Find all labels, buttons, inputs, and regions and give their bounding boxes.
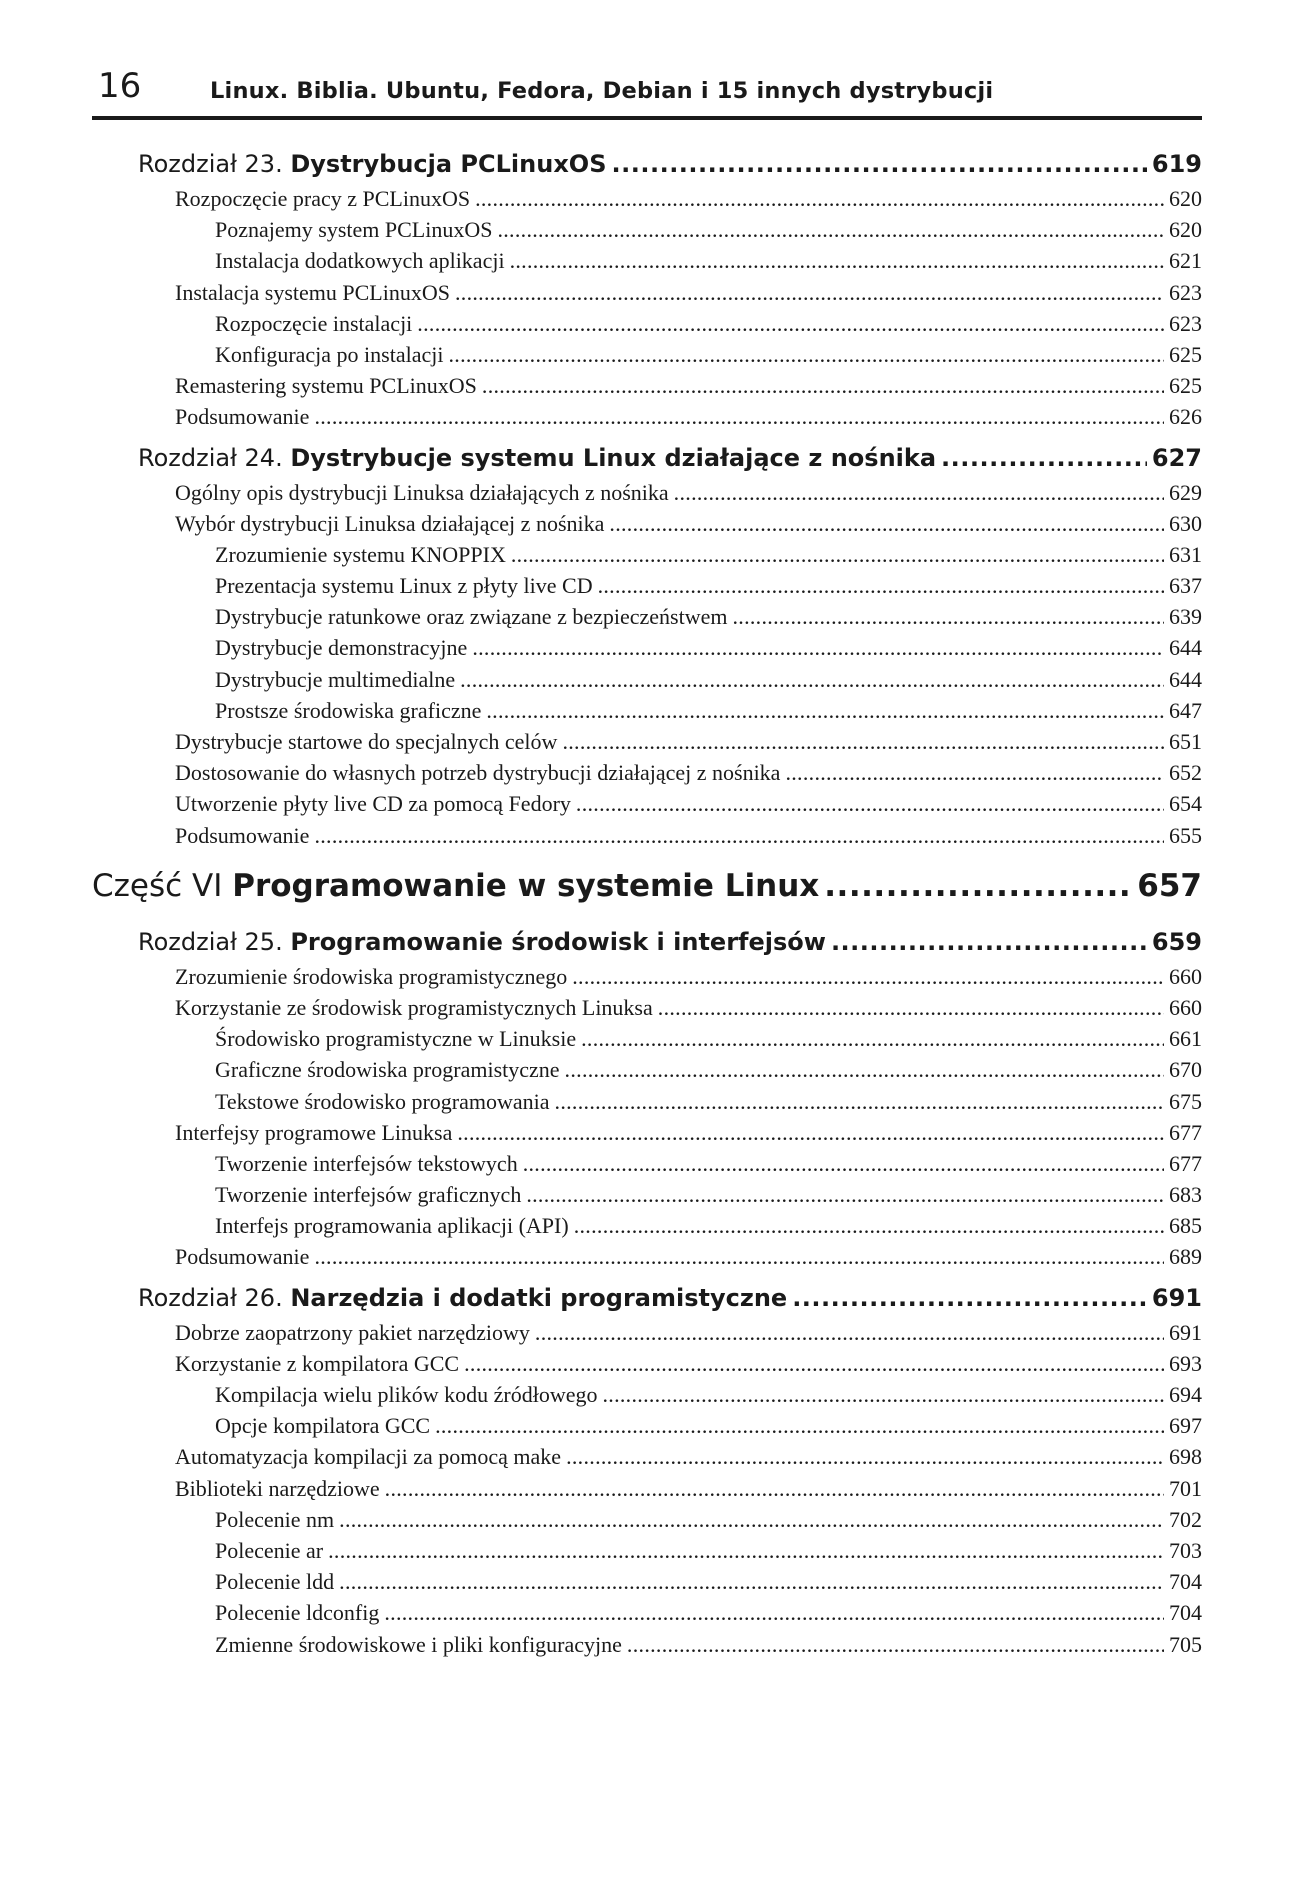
toc-entry-name: Interfejs programowania aplikacji (API) xyxy=(215,1213,569,1239)
toc-page-number: 654 xyxy=(1169,791,1202,817)
toc-page-number: 623 xyxy=(1169,279,1202,305)
dot-leader xyxy=(562,729,1164,755)
toc-page-number: 659 xyxy=(1151,927,1202,956)
dot-leader xyxy=(581,1026,1164,1052)
table-of-contents xyxy=(92,150,1202,1663)
toc-chapter-entry[interactable] xyxy=(138,928,1202,962)
toc-chapter-entry[interactable] xyxy=(138,150,1202,184)
toc-entry-title xyxy=(175,995,653,1021)
dot-leader xyxy=(339,1507,1164,1533)
toc-page-number: 657 xyxy=(1137,867,1202,904)
toc-entry-title xyxy=(215,1089,550,1115)
toc-entry-title xyxy=(175,1444,561,1470)
toc-page-number: 705 xyxy=(1169,1631,1202,1657)
dot-leader xyxy=(460,667,1164,693)
toc-sub-entry[interactable] xyxy=(138,1413,1202,1444)
dot-leader xyxy=(576,791,1164,817)
toc-sub-entry[interactable] xyxy=(138,1182,1202,1213)
toc-entry-title xyxy=(215,1382,597,1408)
toc-sub-entry[interactable] xyxy=(138,1151,1202,1182)
toc-entry-name: Interfejsy programowe Linuksa xyxy=(175,1119,453,1145)
toc-page-number: 651 xyxy=(1169,729,1202,754)
toc-entry-title xyxy=(215,1538,323,1564)
toc-sub-entry[interactable] xyxy=(138,1569,1202,1600)
toc-page-number: 689 xyxy=(1169,1244,1202,1270)
dot-leader xyxy=(384,1600,1164,1626)
toc-entry-name: Korzystanie z kompilatora GCC xyxy=(175,1350,460,1376)
toc-page-number: 704 xyxy=(1169,1569,1202,1595)
toc-entry-label: Rozdział 26. xyxy=(138,1283,283,1312)
toc-entry-name: Rozpoczęcie instalacji xyxy=(215,310,413,336)
toc-page-number: 630 xyxy=(1169,510,1202,536)
toc-entry-label: Rozdział 23. xyxy=(138,150,283,178)
toc-entry-name: Podsumowanie xyxy=(175,404,310,430)
toc-page-number: 620 xyxy=(1169,217,1202,243)
toc-page-number: 677 xyxy=(1169,1150,1202,1176)
toc-entry-title xyxy=(175,729,557,755)
toc-entry-name: Poznajemy system PCLinuxOS xyxy=(215,217,493,243)
toc-entry-name: Dostosowanie do własnych potrzeb dystrybucji działającej z nośnika xyxy=(175,760,781,786)
toc-entry-title xyxy=(215,1507,334,1533)
toc-sub-entry[interactable] xyxy=(138,635,1202,666)
toc-sub-entry[interactable] xyxy=(138,1538,1202,1569)
toc-entry-name: Prezentacja systemu Linux z płyty live CD xyxy=(215,573,593,599)
toc-page-number: 697 xyxy=(1169,1413,1202,1439)
toc-entry-name: Dystrybucje systemu Linux działające z nośnika xyxy=(290,443,937,472)
dot-leader xyxy=(658,995,1164,1021)
toc-sub-entry[interactable] xyxy=(138,1057,1202,1088)
toc-page-number: 639 xyxy=(1169,604,1202,630)
toc-sec-entry[interactable] xyxy=(138,995,1202,1026)
dot-leader xyxy=(609,511,1164,537)
toc-sec-entry[interactable] xyxy=(138,1120,1202,1151)
dot-leader xyxy=(472,635,1164,661)
toc-entry-title xyxy=(215,604,727,630)
dot-leader xyxy=(482,373,1164,399)
toc-page-number: 623 xyxy=(1169,310,1202,336)
toc-entry-name: Prostsze środowiska graficzne xyxy=(215,697,482,723)
toc-page-number: 701 xyxy=(1169,1475,1202,1501)
toc-sub-entry[interactable] xyxy=(138,542,1202,573)
toc-sec-entry[interactable] xyxy=(138,404,1202,435)
dot-leader xyxy=(555,1089,1164,1115)
toc-entry-title xyxy=(175,280,450,306)
dot-leader xyxy=(732,604,1164,630)
toc-sec-entry[interactable] xyxy=(138,823,1202,854)
dot-leader xyxy=(565,1057,1164,1083)
toc-entry-name: Utworzenie płyty live CD za pomocą Fedory xyxy=(175,791,571,817)
toc-entry-title xyxy=(175,1244,309,1270)
toc-page-number: 627 xyxy=(1151,443,1202,472)
dot-leader xyxy=(602,1382,1164,1408)
toc-entry-title xyxy=(215,1632,622,1658)
toc-page-number: 691 xyxy=(1151,1283,1202,1312)
toc-sec-entry[interactable] xyxy=(138,760,1202,791)
running-title: Linux. Biblia. Ubuntu, Fedora, Debian i 15 innych dystrybucji xyxy=(210,78,994,104)
toc-entry-name: Podsumowanie xyxy=(175,1244,310,1270)
toc-entry-title xyxy=(138,444,936,472)
toc-entry-name: Wybór dystrybucji Linuksa działającej z nośnika xyxy=(175,510,605,536)
toc-entry-title xyxy=(175,1351,459,1377)
toc-sub-entry[interactable] xyxy=(138,604,1202,635)
dot-leader xyxy=(486,698,1164,724)
toc-entry-name: Ogólny opis dystrybucji Linuksa działających z nośnika xyxy=(175,479,669,505)
dot-leader xyxy=(566,1444,1164,1470)
dot-leader xyxy=(511,542,1164,568)
toc-chapter-entry[interactable] xyxy=(138,444,1202,478)
toc-entry-title xyxy=(215,1057,560,1083)
toc-page-number: 621 xyxy=(1169,248,1202,274)
toc-sub-entry[interactable] xyxy=(138,217,1202,248)
toc-sec-entry[interactable] xyxy=(138,186,1202,217)
toc-entry-name: Opcje kompilatora GCC xyxy=(215,1413,431,1439)
dot-leader xyxy=(598,573,1164,599)
toc-sub-entry[interactable] xyxy=(138,342,1202,373)
toc-page-number: 702 xyxy=(1169,1506,1202,1532)
toc-entry-label: Część VI xyxy=(92,867,223,904)
toc-page-number: 637 xyxy=(1169,573,1202,599)
toc-entry-title xyxy=(215,573,593,599)
toc-entry-title xyxy=(175,791,571,817)
dot-leader xyxy=(328,1538,1164,1564)
toc-entry-name: Programowanie w systemie Linux xyxy=(232,867,820,904)
toc-sec-entry[interactable] xyxy=(138,791,1202,822)
toc-page-number: 655 xyxy=(1169,822,1202,848)
toc-entry-name: Zrozumienie systemu KNOPPIX xyxy=(215,541,506,567)
toc-entry-title xyxy=(215,667,455,693)
toc-page-number: 647 xyxy=(1169,697,1202,723)
toc-sec-entry[interactable] xyxy=(138,511,1202,542)
toc-sub-entry[interactable] xyxy=(138,667,1202,698)
toc-page-number: 670 xyxy=(1169,1057,1202,1083)
toc-sec-entry[interactable] xyxy=(138,1351,1202,1382)
toc-page-number: 683 xyxy=(1169,1182,1202,1208)
toc-entry-name: Środowisko programistyczne w Linuksie xyxy=(215,1026,577,1052)
toc-page-number: 644 xyxy=(1169,635,1202,661)
toc-sub-entry[interactable] xyxy=(138,248,1202,279)
dot-leader xyxy=(464,1351,1164,1377)
toc-page-number: 619 xyxy=(1151,150,1202,178)
toc-page-number: 625 xyxy=(1169,341,1202,367)
toc-sec-entry[interactable] xyxy=(138,964,1202,995)
toc-entry-title xyxy=(175,186,470,212)
toc-entry-name: Instalacja dodatkowych aplikacji xyxy=(215,248,505,274)
dot-leader xyxy=(824,868,1132,904)
toc-page-number: 685 xyxy=(1169,1213,1202,1239)
toc-sec-entry[interactable] xyxy=(138,1320,1202,1351)
toc-entry-title xyxy=(215,248,505,274)
toc-entry-title xyxy=(175,404,309,430)
toc-entry-name: Dystrybucja PCLinuxOS xyxy=(290,150,607,178)
toc-entry-name: Kompilacja wielu plików kodu źródłowego xyxy=(215,1382,598,1407)
toc-page-number: 693 xyxy=(1169,1350,1202,1376)
toc-entry-title xyxy=(215,1600,379,1626)
toc-page-number: 691 xyxy=(1169,1319,1202,1345)
toc-entry-title xyxy=(215,542,506,568)
toc-entry-name: Korzystanie ze środowisk programistycznych Linuksa xyxy=(175,994,653,1020)
toc-entry-name: Instalacja systemu PCLinuxOS xyxy=(175,279,450,305)
toc-page-number: 677 xyxy=(1169,1119,1202,1145)
dot-leader xyxy=(831,928,1147,956)
dot-leader xyxy=(435,1413,1164,1439)
toc-entry-name: Podsumowanie xyxy=(175,822,310,848)
toc-entry-title xyxy=(215,1151,518,1177)
toc-entry-title xyxy=(175,373,477,399)
toc-sub-entry[interactable] xyxy=(138,1382,1202,1413)
toc-entry-title xyxy=(215,635,467,661)
toc-page-number: 631 xyxy=(1169,541,1202,567)
toc-sub-entry[interactable] xyxy=(138,1213,1202,1244)
toc-entry-title xyxy=(175,760,780,786)
toc-entry-name: Tworzenie interfejsów graficznych xyxy=(215,1182,522,1208)
toc-entry-name: Dystrybucje startowe do specjalnych celów xyxy=(175,729,558,754)
toc-entry-title xyxy=(175,1120,452,1146)
page-number: 16 xyxy=(98,66,142,106)
toc-entry-name: Konfiguracja po instalacji xyxy=(215,341,444,367)
toc-page-number: 626 xyxy=(1169,404,1202,430)
toc-page-number: 620 xyxy=(1169,186,1202,211)
toc-entry-title xyxy=(175,1320,530,1346)
dot-leader xyxy=(475,186,1164,212)
toc-sec-entry[interactable] xyxy=(138,1444,1202,1475)
toc-part-entry[interactable] xyxy=(92,868,1202,920)
toc-entry-name: Biblioteki narzędziowe xyxy=(175,1475,380,1501)
toc-page-number: 652 xyxy=(1169,760,1202,786)
toc-sec-entry[interactable] xyxy=(138,373,1202,404)
toc-sub-entry[interactable] xyxy=(138,1600,1202,1631)
toc-entry-name: Remastering systemu PCLinuxOS xyxy=(175,373,477,399)
dot-leader xyxy=(611,150,1146,178)
toc-entry-title xyxy=(215,1026,576,1052)
toc-page-number: 661 xyxy=(1169,1026,1202,1052)
toc-entry-title xyxy=(175,511,604,537)
toc-sub-entry[interactable] xyxy=(138,1089,1202,1120)
toc-entry-name: Polecenie nm xyxy=(215,1506,335,1532)
toc-entry-title xyxy=(138,928,826,956)
dot-leader xyxy=(314,1244,1164,1270)
toc-page-number: 694 xyxy=(1169,1382,1202,1407)
toc-page-number: 644 xyxy=(1169,666,1202,692)
toc-entry-name: Automatyzacja kompilacji za pomocą make xyxy=(175,1444,562,1470)
dot-leader xyxy=(455,280,1164,306)
toc-entry-name: Dystrybucje multimedialne xyxy=(215,666,456,692)
dot-leader xyxy=(497,217,1164,243)
toc-entry-name: Polecenie ldd xyxy=(215,1569,335,1595)
toc-page-number: 675 xyxy=(1169,1088,1202,1114)
toc-entry-title xyxy=(138,150,606,178)
toc-page-number: 704 xyxy=(1169,1600,1202,1626)
toc-entry-title xyxy=(175,480,669,506)
dot-leader xyxy=(314,404,1164,430)
dot-leader xyxy=(339,1569,1164,1595)
toc-sub-entry[interactable] xyxy=(138,1026,1202,1057)
toc-entry-title xyxy=(215,1213,569,1239)
toc-entry-name: Dobrze zaopatrzony pakiet narzędziowy xyxy=(175,1319,530,1345)
toc-entry-name: Dystrybucje demonstracyjne xyxy=(215,635,468,661)
dot-leader xyxy=(448,342,1164,368)
toc-entry-label: Rozdział 24. xyxy=(138,443,283,472)
toc-entry-title xyxy=(175,964,567,990)
toc-page-number: 660 xyxy=(1169,963,1202,989)
toc-entry-name: Graficzne środowiska programistyczne xyxy=(215,1057,560,1083)
toc-page-number: 698 xyxy=(1169,1444,1202,1470)
toc-entry-title xyxy=(215,342,443,368)
toc-entry-title xyxy=(215,698,481,724)
toc-sec-entry[interactable] xyxy=(138,1244,1202,1275)
dot-leader xyxy=(792,1284,1147,1312)
toc-sub-entry[interactable] xyxy=(138,1507,1202,1538)
toc-entry-title xyxy=(92,868,819,904)
toc-entry-title xyxy=(215,1413,430,1439)
toc-page-number: 629 xyxy=(1169,479,1202,505)
toc-sub-entry[interactable] xyxy=(138,573,1202,604)
dot-leader xyxy=(457,1120,1164,1146)
toc-sec-entry[interactable] xyxy=(138,480,1202,511)
toc-chapter-entry[interactable] xyxy=(138,1284,1202,1318)
toc-entry-title xyxy=(215,1569,334,1595)
toc-entry-title xyxy=(215,311,412,337)
toc-sub-entry[interactable] xyxy=(138,698,1202,729)
toc-sec-entry[interactable] xyxy=(138,1476,1202,1507)
dot-leader xyxy=(572,964,1164,990)
toc-entry-name: Zmienne środowiskowe i pliki konfiguracyjne xyxy=(215,1631,622,1657)
dot-leader xyxy=(574,1213,1164,1239)
page-header xyxy=(92,66,1202,120)
dot-leader xyxy=(385,1476,1164,1502)
toc-entry-name: Dystrybucje ratunkowe oraz związane z bezpieczeństwem xyxy=(215,604,728,630)
toc-entry-name: Rozpoczęcie pracy z PCLinuxOS xyxy=(175,186,471,211)
dot-leader xyxy=(510,248,1164,274)
toc-entry-name: Zrozumienie środowiska programistycznego xyxy=(175,963,568,989)
dot-leader xyxy=(535,1320,1164,1346)
dot-leader xyxy=(526,1182,1164,1208)
dot-leader xyxy=(674,480,1164,506)
toc-entry-title xyxy=(175,823,309,849)
toc-sub-entry[interactable] xyxy=(138,311,1202,342)
dot-leader xyxy=(417,311,1164,337)
dot-leader xyxy=(523,1151,1164,1177)
toc-entry-name: Narzędzia i dodatki programistyczne xyxy=(290,1283,788,1312)
toc-page-number: 703 xyxy=(1169,1537,1202,1563)
toc-entry-title xyxy=(138,1284,787,1312)
dot-leader xyxy=(314,823,1164,849)
dot-leader xyxy=(785,760,1164,786)
dot-leader xyxy=(627,1632,1164,1658)
toc-entry-name: Polecenie ldconfig xyxy=(215,1600,380,1626)
toc-sec-entry[interactable] xyxy=(138,280,1202,311)
toc-page-number: 625 xyxy=(1169,373,1202,399)
toc-entry-title xyxy=(175,1476,380,1502)
toc-sub-entry[interactable] xyxy=(138,1632,1202,1663)
toc-entry-name: Tworzenie interfejsów tekstowych xyxy=(215,1150,518,1176)
toc-entry-name: Tekstowe środowisko programowania xyxy=(215,1088,550,1114)
toc-page-number: 660 xyxy=(1169,994,1202,1020)
toc-entry-name: Polecenie ar xyxy=(215,1537,324,1563)
toc-entry-title xyxy=(215,1182,521,1208)
toc-sec-entry[interactable] xyxy=(138,729,1202,760)
toc-entry-label: Rozdział 25. xyxy=(138,927,283,956)
toc-entry-name: Programowanie środowisk i interfejsów xyxy=(290,927,826,956)
dot-leader xyxy=(941,444,1147,472)
toc-entry-title xyxy=(215,217,492,243)
